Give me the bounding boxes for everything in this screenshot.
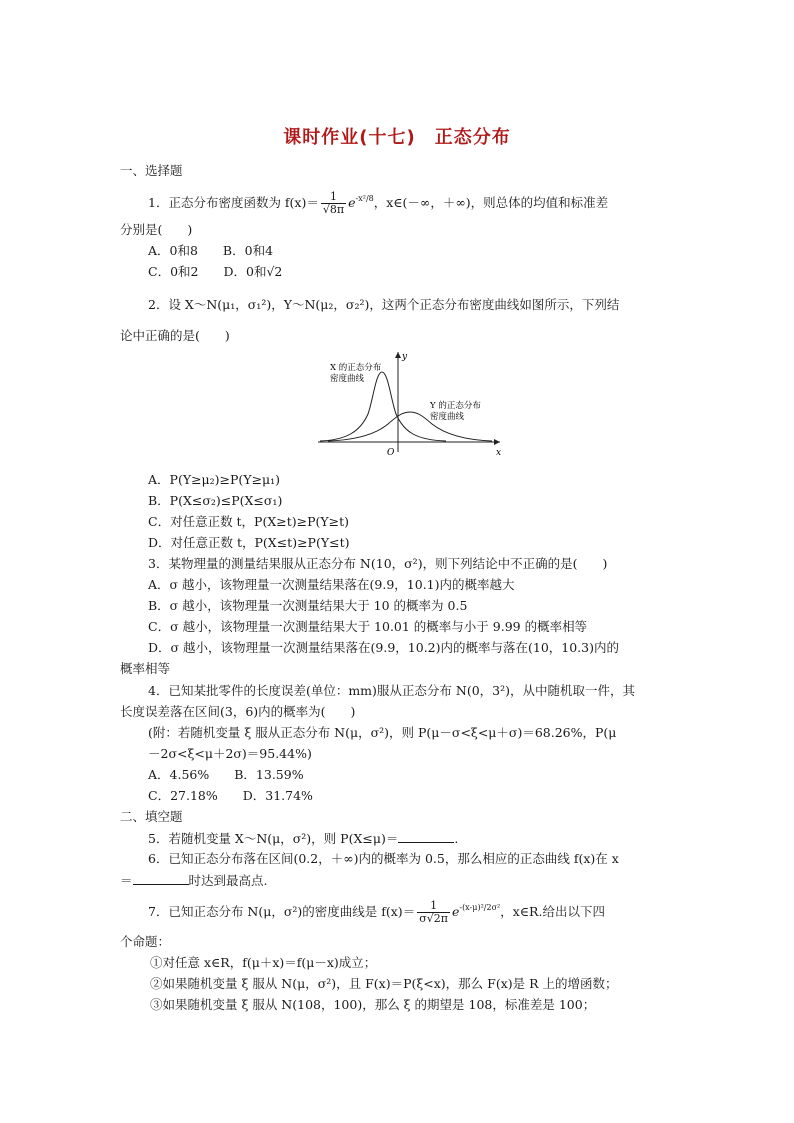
question-1-stem-part-b: ，x∈(－∞，＋∞)，则总体的均值和标准差	[373, 195, 609, 210]
question-7-stem-part-a: 7．已知正态分布 N(μ，σ²)的密度曲线是 f(x)＝	[148, 904, 416, 919]
x-axis-label: x	[496, 448, 502, 458]
section-fill-heading: 二、填空题	[120, 809, 183, 824]
question-3-option-d: D．σ 越小，该物理量一次测量结果落在(9.9，10.2)内的概率与落在(10，10.3)内的	[148, 640, 619, 655]
question-5-stem-text: 5．若随机变量 X～N(μ，σ²)，则 P(X≤μ)＝	[148, 831, 399, 846]
question-2-option-c: C．对任意正数 t，P(X≥t)≥P(Y≥t)	[148, 514, 350, 529]
x-curve-label-line1: X 的正态分布	[330, 363, 382, 373]
question-7-proposition-3: ③如果随机变量 ξ 服从 N(108，100)，那么 ξ 的期望是 108，标准差是 100；	[150, 997, 596, 1012]
question-6-answer-blank[interactable]	[133, 872, 189, 885]
question-7-exp-base: e	[451, 904, 460, 919]
y-curve-label-line1: Y 的正态分布	[430, 401, 481, 411]
question-4-note-cont: －2σ<ξ<μ＋2σ)＝95.44%)	[148, 746, 312, 761]
question-1-stem-part-a: 1．正态分布密度函数为 f(x)＝	[148, 195, 319, 210]
question-1-exp-power: -x²/8	[355, 194, 374, 203]
x-axis-arrow	[494, 439, 500, 445]
question-1-frac-num: 1	[321, 191, 346, 204]
question-7-frac-den: σ√2π	[419, 912, 448, 925]
question-1-stem-cont: 分别是( )	[120, 222, 193, 237]
question-6-stem-end: 时达到最高点.	[188, 873, 268, 888]
question-2-option-b: B．P(X≤σ₂)≤P(X≤σ₁)	[148, 493, 283, 508]
question-5-stem-end: .	[454, 831, 459, 846]
question-7-frac-num: 1	[417, 900, 450, 913]
question-4-note: (附：若随机变量 ξ 服从正态分布 N(μ，σ²)，则 P(μ－σ<ξ<μ＋σ)＝68.26%，P(μ	[148, 725, 617, 740]
question-7-stem-cont: 个命题：	[120, 934, 171, 949]
question-6-stem-cont	[120, 872, 268, 889]
question-1-frac-den: √8π	[322, 203, 345, 216]
question-2-option-a: A．P(Y≥μ₂)≥P(Y≥μ₁)	[148, 472, 281, 487]
question-2-stem-cont: 论中正确的是( )	[120, 328, 230, 343]
y-density-curve	[328, 412, 492, 441]
question-4-options-cd: C．27.18% D．31.74%	[148, 788, 313, 803]
question-6-stem: 6．已知正态分布落在区间(0.2，＋∞)内的概率为 0.5，那么相应的正态曲线 f(x)在 x	[148, 851, 619, 866]
question-7-stem	[148, 900, 605, 925]
question-5-stem	[148, 830, 458, 847]
question-1-fraction	[321, 191, 346, 216]
question-1-options-ab: A．0和8 B．0和4	[148, 243, 274, 258]
question-3-option-c: C．σ 越小，该物理量一次测量结果大于 10.01 的概率与小于 9.99 的概率相等	[148, 619, 588, 634]
question-5-answer-blank[interactable]	[398, 830, 454, 843]
question-1-exp-base: e	[348, 195, 356, 210]
question-4-stem: 4．已知某批零件的长度误差(单位：mm)服从正态分布 N(0，3²)，从中随机取一件，其	[148, 683, 635, 698]
question-2-option-d: D．对任意正数 t，P(X≤t)≥P(Y≤t)	[148, 535, 350, 550]
question-3-stem: 3．某物理量的测量结果服从正态分布 N(10，σ²)，则下列结论中不正确的是( )	[148, 556, 608, 571]
y-curve-label-line2: 密度曲线	[430, 412, 465, 422]
question-7-proposition-2: ②如果随机变量 ξ 服从 N(μ，σ²)，且 F(x)＝P(ξ<x)，那么 F(x)是 R 上的增函数；	[150, 976, 618, 991]
question-3-option-b: B．σ 越小，该物理量一次测量结果大于 10 的概率为 0.5	[148, 598, 468, 613]
question-3-option-d-cont: 概率相等	[120, 661, 171, 676]
question-3-option-a: A．σ 越小，该物理量一次测量结果落在(9.9，10.1)内的概率越大	[148, 577, 515, 592]
question-6-eq: ＝	[120, 873, 133, 888]
y-axis-label: y	[402, 352, 408, 362]
question-1-options-cd: C．0和2 D．0和√2	[148, 264, 283, 279]
question-4-options-ab: A．4.56% B．13.59%	[148, 767, 304, 782]
question-4-stem-cont: 长度误差落在区间(3，6)内的概率为( )	[120, 704, 356, 719]
question-2-stem: 2．设 X～N(μ₁，σ₁²)，Y～N(μ₂，σ₂²)，这两个正态分布密度曲线如图所示，下列结	[148, 297, 620, 312]
question-7-fraction	[417, 900, 450, 925]
page-title: 课时作业(十七) 正态分布	[283, 127, 511, 148]
y-axis-arrow	[395, 352, 401, 358]
origin-label: O	[387, 448, 395, 458]
question-7-proposition-1: ①对任意 x∈R，f(μ＋x)＝f(μ－x)成立；	[150, 955, 377, 970]
section-choice-heading: 一、选择题	[120, 163, 183, 178]
normal-curves-figure	[316, 348, 506, 460]
question-7-stem-part-b: ，x∈R.给出以下四	[500, 904, 605, 919]
question-7-exp-power: -(x-μ)²/2σ²	[459, 903, 501, 912]
x-curve-label-line2: 密度曲线	[330, 374, 365, 384]
question-1-stem	[148, 191, 608, 216]
